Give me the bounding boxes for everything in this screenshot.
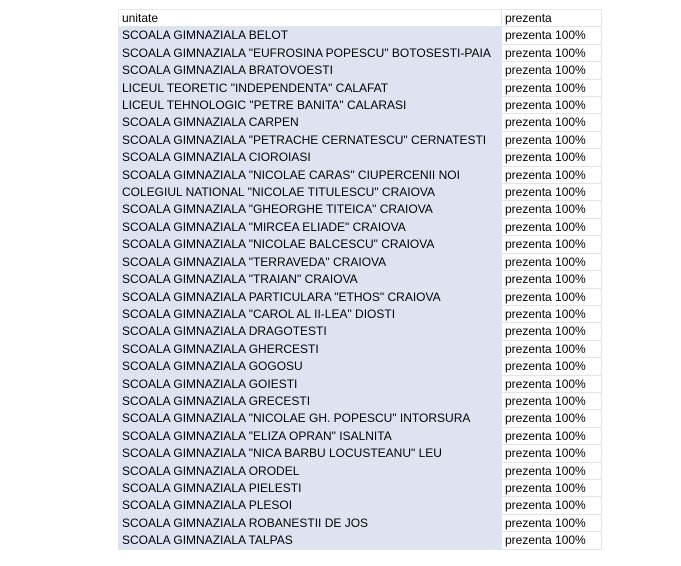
cell-unit[interactable]: SCOALA GIMNAZIALA "NICOLAE CARAS" CIUPERCENII NOI [119,166,502,183]
spreadsheet-table [118,9,602,550]
table-row [119,375,602,392]
table-row [119,218,602,235]
cell-presence[interactable]: prezenta 100% [502,149,602,166]
cell-presence[interactable]: prezenta 100% [502,131,602,148]
cell-presence[interactable]: prezenta 100% [502,184,602,201]
table-row [119,166,602,183]
header-cell-presence[interactable]: prezenta [502,10,602,27]
table-row [119,131,602,148]
cell-presence[interactable]: prezenta 100% [502,514,602,531]
cell-unit[interactable]: COLEGIUL NATIONAL "NICOLAE TITULESCU" CRAIOVA [119,184,502,201]
cell-presence[interactable]: prezenta 100% [502,166,602,183]
cell-presence[interactable]: prezenta 100% [502,253,602,270]
table-row [119,201,602,218]
table-row [119,44,602,61]
cell-unit[interactable]: SCOALA GIMNAZIALA PLESOI [119,497,502,514]
cell-unit[interactable]: SCOALA GIMNAZIALA GRECESTI [119,392,502,409]
cell-unit[interactable]: SCOALA GIMNAZIALA "TERRAVEDA" CRAIOVA [119,253,502,270]
table-row [119,445,602,462]
cell-presence[interactable]: prezenta 100% [502,201,602,218]
cell-unit[interactable]: SCOALA GIMNAZIALA "PETRACHE CERNATESCU" CERNATESTI [119,131,502,148]
header-cell-unit[interactable]: unitate [119,10,502,27]
table-row [119,79,602,96]
cell-presence[interactable]: prezenta 100% [502,497,602,514]
cell-presence[interactable]: prezenta 100% [502,427,602,444]
cell-unit[interactable]: SCOALA GIMNAZIALA GHERCESTI [119,340,502,357]
table-row [119,184,602,201]
table-row [119,514,602,531]
cell-presence[interactable]: prezenta 100% [502,532,602,549]
table-row [119,497,602,514]
cell-presence[interactable]: prezenta 100% [502,462,602,479]
table-row [119,410,602,427]
cell-unit[interactable]: SCOALA GIMNAZIALA PIELESTI [119,479,502,496]
cell-presence[interactable]: prezenta 100% [502,236,602,253]
cell-unit[interactable]: SCOALA GIMNAZIALA CARPEN [119,114,502,131]
cell-unit[interactable]: SCOALA GIMNAZIALA "NICOLAE BALCESCU" CRAIOVA [119,236,502,253]
cell-presence[interactable]: prezenta 100% [502,44,602,61]
cell-unit[interactable]: SCOALA GIMNAZIALA "GHEORGHE TITEICA" CRAIOVA [119,201,502,218]
header-row [119,10,602,27]
table-row [119,62,602,79]
cell-presence[interactable]: prezenta 100% [502,288,602,305]
cell-presence[interactable]: prezenta 100% [502,392,602,409]
cell-unit[interactable]: SCOALA GIMNAZIALA "MIRCEA ELIADE" CRAIOVA [119,218,502,235]
table-row [119,288,602,305]
table-row [119,27,602,44]
cell-presence[interactable]: prezenta 100% [502,79,602,96]
cell-unit[interactable]: SCOALA GIMNAZIALA CIOROIASI [119,149,502,166]
table-row [119,427,602,444]
cell-presence[interactable]: prezenta 100% [502,218,602,235]
cell-unit[interactable]: SCOALA GIMNAZIALA TALPAS [119,532,502,549]
cell-unit[interactable]: SCOALA GIMNAZIALA GOIESTI [119,375,502,392]
table-row [119,532,602,549]
table-row [119,97,602,114]
table-row [119,149,602,166]
table-row [119,271,602,288]
cell-unit[interactable]: SCOALA GIMNAZIALA "EUFROSINA POPESCU" BOTOSESTI-PAIA [119,44,502,61]
cell-presence[interactable]: prezenta 100% [502,62,602,79]
table-row [119,236,602,253]
cell-presence[interactable]: prezenta 100% [502,323,602,340]
table-row [119,323,602,340]
cell-unit[interactable]: SCOALA GIMNAZIALA PARTICULARA "ETHOS" CRAIOVA [119,288,502,305]
table-row [119,305,602,322]
table-row [119,479,602,496]
cell-presence[interactable]: prezenta 100% [502,410,602,427]
cell-unit[interactable]: SCOALA GIMNAZIALA "NICA BARBU LOCUSTEANU" LEU [119,445,502,462]
cell-unit[interactable]: SCOALA GIMNAZIALA ROBANESTII DE JOS [119,514,502,531]
cell-presence[interactable]: prezenta 100% [502,479,602,496]
cell-presence[interactable]: prezenta 100% [502,271,602,288]
spreadsheet-body [119,10,602,550]
cell-presence[interactable]: prezenta 100% [502,445,602,462]
cell-presence[interactable]: prezenta 100% [502,358,602,375]
cell-presence[interactable]: prezenta 100% [502,27,602,44]
table-row [119,358,602,375]
cell-unit[interactable]: SCOALA GIMNAZIALA ORODEL [119,462,502,479]
cell-presence[interactable]: prezenta 100% [502,305,602,322]
cell-unit[interactable]: SCOALA GIMNAZIALA DRAGOTESTI [119,323,502,340]
table-row [119,462,602,479]
cell-unit[interactable]: LICEUL TEORETIC "INDEPENDENTA" CALAFAT [119,79,502,96]
cell-unit[interactable]: SCOALA GIMNAZIALA "NICOLAE GH. POPESCU" INTORSURA [119,410,502,427]
cell-unit[interactable]: LICEUL TEHNOLOGIC "PETRE BANITA" CALARASI [119,97,502,114]
table-row [119,253,602,270]
cell-presence[interactable]: prezenta 100% [502,375,602,392]
cell-unit[interactable]: SCOALA GIMNAZIALA BRATOVOESTI [119,62,502,79]
cell-unit[interactable]: SCOALA GIMNAZIALA "ELIZA OPRAN" ISALNITA [119,427,502,444]
cell-unit[interactable]: SCOALA GIMNAZIALA "CAROL AL II-LEA" DIOSTI [119,305,502,322]
table-row [119,392,602,409]
cell-presence[interactable]: prezenta 100% [502,97,602,114]
cell-unit[interactable]: SCOALA GIMNAZIALA BELOT [119,27,502,44]
cell-presence[interactable]: prezenta 100% [502,340,602,357]
table-row [119,340,602,357]
cell-presence[interactable]: prezenta 100% [502,114,602,131]
table-row [119,114,602,131]
cell-unit[interactable]: SCOALA GIMNAZIALA GOGOSU [119,358,502,375]
cell-unit[interactable]: SCOALA GIMNAZIALA "TRAIAN" CRAIOVA [119,271,502,288]
